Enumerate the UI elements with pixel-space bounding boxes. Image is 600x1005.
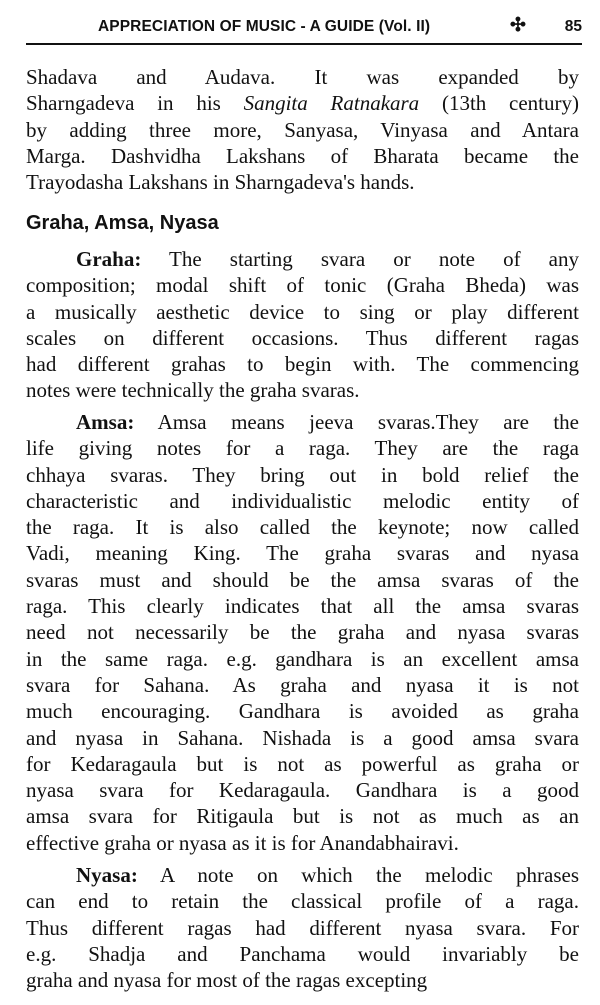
text-line	[26, 862, 579, 888]
text-line: graha and nyasa for most of the ragas excepting	[26, 968, 428, 993]
text-line: can end to retain the classical profile of a raga.	[26, 889, 579, 914]
ornament-icon: ✣	[510, 15, 526, 36]
text-line	[26, 246, 579, 272]
text-line	[26, 409, 579, 435]
text-line: Trayodasha Lakshans in Sharngadeva's hands.	[26, 170, 415, 195]
text-line: Vadi, meaning King. The graha svaras and nyasa	[26, 541, 579, 566]
text-line: e.g. Shadja and Panchama would invariably be	[26, 941, 579, 966]
text-line: chhaya svaras. They bring out in bold relief the	[26, 462, 579, 487]
text-line: and nyasa in Sahana. Nishada is a good amsa svara	[26, 725, 579, 750]
term-nyasa: Nyasa:	[76, 863, 138, 887]
term-graha: Graha:	[76, 247, 142, 271]
graha-paragraph	[26, 246, 579, 404]
text-line: much encouraging. Gandhara is avoided as graha	[26, 699, 579, 724]
text-line: for Kedaragaula but is not as powerful as graha or	[26, 751, 579, 776]
text-run: (13th century)	[419, 91, 580, 116]
text-line: Thus different ragas had different nyasa svara. For	[26, 915, 579, 940]
section-heading: Graha, Amsa, Nyasa	[26, 212, 219, 234]
text-line: characteristic and individualistic melodic entity of	[26, 488, 579, 513]
text-line: composition; modal shift of tonic (Graha Bheda) was	[26, 273, 579, 298]
text-run: Amsa means jeeva svaras.They are the	[134, 410, 579, 434]
text-line: a musically aesthetic device to sing or play different	[26, 299, 579, 324]
text-line	[26, 90, 579, 116]
text-line: svaras must and should be the amsa svaras of the	[26, 567, 579, 592]
page-number: 85	[564, 18, 582, 35]
term-amsa: Amsa:	[76, 410, 135, 434]
text-line: had different grahas to begin with. The commencing	[26, 352, 579, 377]
text-line: Marga. Dashvidha Lakshans of Bharata became the	[26, 143, 579, 168]
running-head	[26, 13, 582, 45]
amsa-paragraph	[26, 409, 579, 856]
text-line: by adding three more, Sanyasa, Vinyasa and Antara	[26, 117, 579, 142]
text-run: The starting svara or note of any	[141, 247, 579, 271]
text-line: need not necessarily be the graha and nyasa svaras	[26, 620, 579, 645]
book-title: APPRECIATION OF MUSIC - A GUIDE (Vol. II)	[98, 18, 431, 35]
text-line: in the same raga. e.g. gandhara is an excellent amsa	[26, 646, 579, 671]
text-line: svara for Sahana. As graha and nyasa it is not	[26, 672, 579, 697]
text-line: Shadava and Audava. It was expanded by	[26, 65, 579, 89]
text-line: life giving notes for a raga. They are the raga	[26, 436, 579, 461]
text-line: notes were technically the graha svaras.	[26, 378, 360, 403]
text-line: effective graha or nyasa as it is for Anandabhairavi.	[26, 830, 459, 855]
text-run: A note on which the melodic phrases	[137, 863, 579, 887]
book-citation: Sangita Ratnakara	[243, 91, 420, 116]
text-line: nyasa svara for Kedaragaula. Gandhara is a good	[26, 778, 579, 803]
nyasa-paragraph	[26, 862, 579, 993]
intro-paragraph	[26, 64, 579, 195]
text-line: amsa svara for Ritigaula but is not as much as an	[26, 804, 579, 829]
text-line: raga. This clearly indicates that all the amsa svaras	[26, 594, 579, 619]
text-run: Sharngadeva in his	[26, 91, 244, 116]
text-line: the raga. It is also called the keynote; now called	[26, 515, 579, 540]
text-line: scales on different occasions. Thus different ragas	[26, 325, 579, 350]
